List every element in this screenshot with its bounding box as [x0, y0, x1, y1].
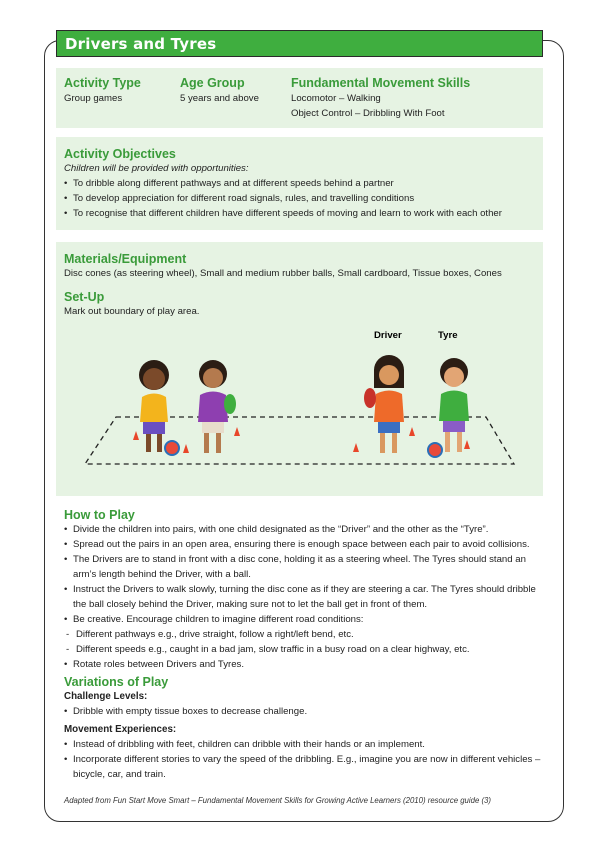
driver-label: Driver: [374, 330, 402, 341]
ball: [165, 441, 179, 455]
disc-cone: [224, 394, 236, 414]
child-yellow-shirt: [139, 360, 179, 455]
variations-section: [64, 675, 542, 782]
child-purple-shirt: [198, 360, 236, 453]
driver-child: [364, 355, 404, 453]
setup-illustration: [56, 318, 543, 496]
list-item: • To dribble along different pathways and at different speeds behind a partner: [64, 176, 535, 191]
sub-list-item: - Different pathways e.g., drive straight, follow a right/left bend, etc.: [64, 627, 542, 642]
list-item: • Divide the children into pairs, with one child designated as the “Driver” and the other as the “Tyre”.: [64, 522, 542, 537]
how-to-play-heading: How to Play: [64, 508, 135, 522]
setup-heading: Set-Up: [64, 290, 105, 304]
cone: [234, 427, 240, 436]
list-item: • Be creative. Encourage children to imagine different road conditions:: [64, 612, 542, 627]
movement-heading: Movement Experiences:: [64, 724, 177, 735]
age-group-block: [180, 76, 259, 106]
tyre-child: [428, 358, 469, 457]
overview-panel: [56, 68, 543, 128]
challenge-heading: Challenge Levels:: [64, 691, 148, 702]
objectives-list: [64, 176, 535, 221]
list-item: • The Drivers are to stand in front with a disc cone, holding it as a steering wheel. The Tyres should stand an arm’s length behind the Driver, with a ball.: [64, 552, 542, 582]
materials-heading: Materials/Equipment: [64, 252, 187, 266]
movement-list: [64, 737, 542, 782]
materials-text: Disc cones (as steering wheel), Small and medium rubber balls, Small cardboard, Tissue boxes, Cones: [64, 268, 502, 279]
setup-text: Mark out boundary of play area.: [64, 306, 200, 317]
variations-heading: Variations of Play: [64, 675, 169, 689]
disc-cone: [364, 388, 376, 408]
tyre-label: Tyre: [438, 330, 458, 341]
title-bar: [56, 30, 543, 57]
cone: [409, 427, 415, 436]
age-group-heading: Age Group: [180, 76, 245, 90]
age-group-value: 5 years and above: [180, 93, 259, 104]
cone: [464, 440, 470, 449]
list-item: • Instruct the Drivers to walk slowly, turning the disc cone as if they are steering a car. The Tyres should dribble the ball closely behind the Driver, making sure not to let the ball get in front of them.: [64, 582, 542, 612]
cone: [183, 444, 189, 453]
objectives-panel: [56, 137, 543, 230]
cone: [353, 443, 359, 452]
how-to-play-list: [64, 522, 542, 672]
activity-type-block: [64, 76, 141, 106]
activity-type-heading: Activity Type: [64, 76, 141, 90]
sub-list-item: - Different speeds e.g., caught in a bad jam, slow traffic in a busy road on a clear highway, etc.: [64, 642, 542, 657]
list-item: • Rotate roles between Drivers and Tyres.: [64, 657, 542, 672]
list-item: • To recognise that different children have different speeds of moving and learn to work with each other: [64, 206, 535, 221]
activity-type-value: Group games: [64, 93, 123, 104]
skills-heading: Fundamental Movement Skills: [291, 76, 471, 90]
footer-citation: Adapted from Fun Start Move Smart – Fundamental Movement Skills for Growing Active Learners (2010) resource guide (3): [64, 796, 491, 805]
list-item: • Dribble with empty tissue boxes to decrease challenge.: [64, 704, 542, 719]
ball: [428, 443, 442, 457]
skill-item: Locomotor – Walking: [291, 93, 381, 104]
challenge-list: [64, 704, 542, 719]
skill-item: Object Control – Dribbling With Foot: [291, 108, 445, 119]
materials-panel: [56, 242, 543, 496]
how-to-play-section: [64, 508, 542, 672]
cone: [133, 431, 139, 440]
list-item: • Spread out the pairs in an open area, ensuring there is enough space between each pair to avoid collisions.: [64, 537, 542, 552]
skills-block: [291, 76, 470, 121]
list-item: • To develop appreciation for different road signals, rules, and travelling conditions: [64, 191, 535, 206]
page-title: Drivers and Tyres: [65, 35, 217, 53]
objectives-heading: Activity Objectives: [64, 147, 176, 161]
list-item: • Incorporate different stories to vary the speed of the dribbling. E.g., imagine you are now in different vehicles – bicycle, car, and train.: [64, 752, 542, 782]
list-item: • Instead of dribbling with feet, children can dribble with their hands or an implement.: [64, 737, 542, 752]
objectives-intro: Children will be provided with opportunities:: [64, 163, 249, 174]
cones: [133, 427, 470, 453]
